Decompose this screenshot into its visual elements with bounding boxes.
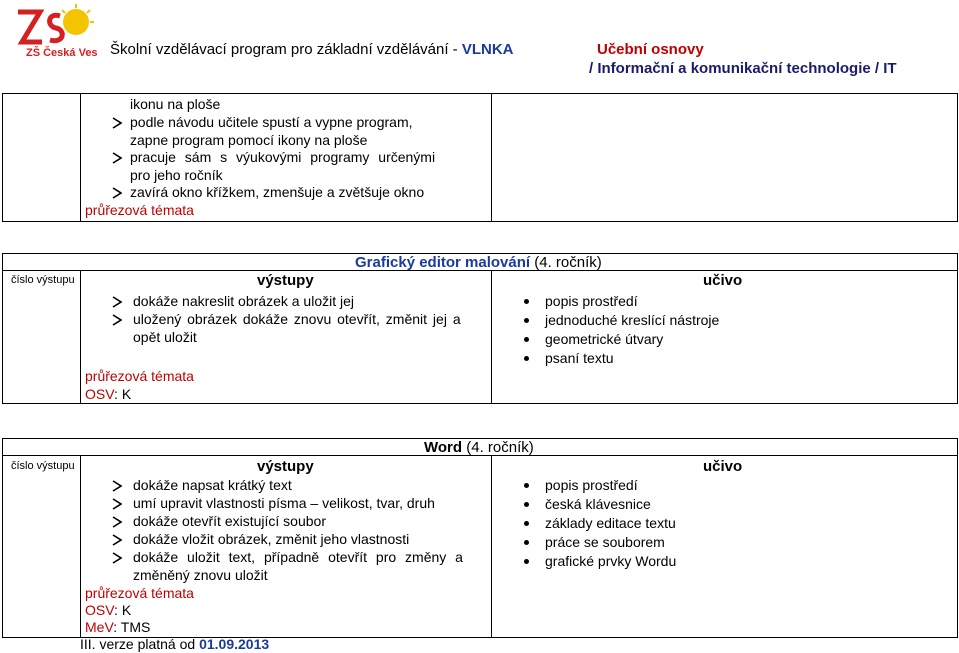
section3-output-4: dokáže vložit obrázek, změnit jeho vlastnosti [133, 531, 410, 547]
section3-output-3: dokáže otevřít existující soubor [133, 513, 326, 529]
section3-mev: MeV: TMS [85, 619, 151, 635]
section3-col-outputs: výstupy [257, 458, 314, 475]
subject-label: / Informační a komunikační technologie / IT [589, 60, 897, 77]
section2-output-1: dokáže nakreslit obrázek a uložit jej [133, 293, 355, 309]
section1-line-4: pracuje sám s výukovými programy určenými [130, 149, 436, 165]
arrow-bullet-icon [112, 296, 122, 308]
section2-content-1: popis prostředí [545, 293, 638, 309]
section1-line-2: podle návodu učitele spustí a vypne program, [130, 114, 413, 130]
bullet-dot-icon [524, 559, 529, 564]
section2-output-2: uložený obrázek dokáže znovu otevřít, změnit jej a [133, 311, 461, 327]
arrow-bullet-icon [112, 117, 122, 129]
bullet-dot-icon [524, 299, 529, 304]
section3-osv: OSV: K [85, 602, 132, 618]
section2-title: Grafický editor malování (4. ročník) [355, 254, 602, 271]
arrow-bullet-icon [112, 480, 122, 492]
section3-title: Word (4. ročník) [424, 439, 534, 456]
bullet-dot-icon [524, 521, 529, 526]
section2-col-content: učivo [703, 272, 743, 289]
section3-content-3: základy editace textu [545, 515, 676, 531]
section2-col-outputs: výstupy [257, 272, 314, 289]
section3-output-6: změněný znovu uložit [133, 567, 268, 583]
section2-output-3: opět uložit [133, 329, 197, 345]
section2-osv: OSV: K [85, 386, 132, 402]
section1-cross-topics: průřezová témata [85, 202, 194, 218]
bullet-dot-icon [524, 318, 529, 323]
arrow-bullet-icon [112, 314, 122, 326]
bullet-dot-icon [524, 540, 529, 545]
program-name: VLNKA [461, 41, 514, 58]
curriculum-label: Učební osnovy [597, 41, 704, 58]
bullet-dot-icon [524, 356, 529, 361]
section1-line-1: ikonu na ploše [130, 96, 221, 112]
section2-content-3: geometrické útvary [545, 331, 664, 347]
section2-col-number: číslo výstupu [11, 274, 75, 286]
bullet-dot-icon [524, 502, 529, 507]
section3-content-4: práce se souborem [545, 534, 665, 550]
section3-content-1: popis prostředí [545, 477, 638, 493]
section2-cross-topics: průřezová témata [85, 368, 194, 384]
arrow-bullet-icon [112, 152, 122, 164]
bullet-dot-icon [524, 483, 529, 488]
section1-line-6: zavírá okno křížkem, zmenšuje a zvětšuje okno [130, 184, 425, 200]
section2-content-2: jednoduché kreslící nástroje [545, 312, 720, 328]
version-footer: III. verze platná od 01.09.2013 [80, 636, 270, 652]
school-logo [10, 2, 106, 60]
program-title-text: Školní vzdělávací program pro základní vzdělávání - [110, 41, 462, 58]
bullet-dot-icon [524, 337, 529, 342]
section3-output-1: dokáže napsat krátký text [133, 477, 292, 493]
section3-col-number: číslo výstupu [11, 460, 75, 472]
arrow-bullet-icon [112, 498, 122, 510]
section3-content-5: grafické prvky Wordu [545, 553, 677, 569]
section3-cross-topics: průřezová témata [85, 585, 194, 601]
arrow-bullet-icon [112, 187, 122, 199]
program-title [110, 41, 514, 58]
section3-output-5: dokáže uložit text, případně otevřít pro změny a [133, 549, 463, 565]
arrow-bullet-icon [112, 534, 122, 546]
section1-line-3: zapne program pomocí ikony na ploše [130, 132, 368, 148]
logo-text: ZŠ Česká Ves [26, 47, 98, 59]
section2-content-4: psaní textu [545, 350, 614, 366]
arrow-bullet-icon [112, 552, 122, 564]
section1-line-5: pro jeho ročník [130, 167, 223, 183]
arrow-bullet-icon [112, 516, 122, 528]
section3-output-2: umí upravit vlastnosti písma – velikost, tvar, druh [133, 495, 435, 511]
section3-content-2: česká klávesnice [545, 496, 651, 512]
section3-col-content: učivo [703, 458, 743, 475]
